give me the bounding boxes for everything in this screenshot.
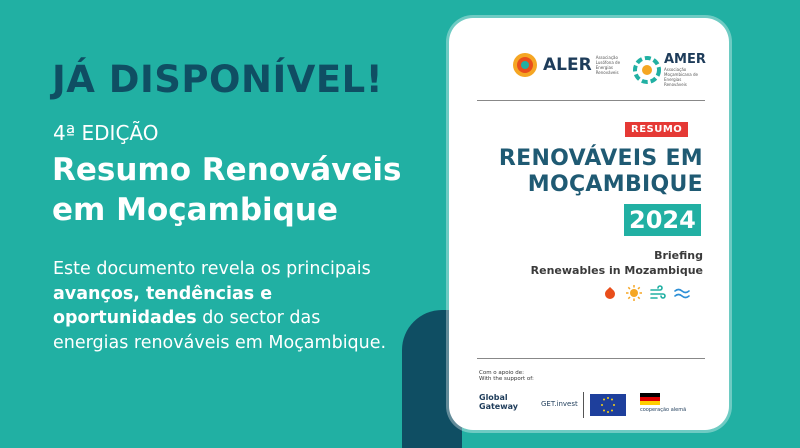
german-flag-icon (640, 393, 660, 405)
desc-highlight: avanços, tendências e oportunidades (53, 283, 273, 328)
sun-icon (626, 285, 642, 301)
logo-row (449, 52, 729, 92)
cover-subtitle (531, 248, 703, 278)
aler-logo (512, 52, 626, 78)
aler-logo-icon (512, 52, 538, 78)
water-icon (674, 285, 690, 301)
promo-title-line1: Resumo Renováveis (52, 152, 402, 188)
global-gateway-line1: Global (479, 393, 508, 402)
amer-logo-sub: Associação Moçambicana de Energias Renováveis (664, 67, 699, 87)
support-label-en: With the support of: (479, 376, 534, 382)
cover-title (499, 146, 703, 198)
amer-logo-icon (633, 56, 661, 84)
top-divider (477, 100, 705, 101)
amer-logo-name: AMER (664, 52, 706, 67)
promo-title-line2: em Moçambique (52, 192, 338, 228)
summary-badge: RESUMO (625, 122, 688, 137)
aler-logo-name: ALER (543, 55, 592, 75)
cover-title-line1: RENOVÁVEIS EM (498, 146, 703, 171)
headline: JÁ DISPONÍVEL! (52, 58, 384, 101)
support-label-pt: Com o apoio de: (479, 370, 525, 376)
wind-icon (650, 285, 666, 301)
getinvest-logo: GET.invest (541, 400, 578, 408)
global-gateway-logo (479, 393, 518, 411)
global-gateway-line2: Gateway (479, 402, 518, 411)
desc-text-2: do sector das energias renováveis em Moçambique. (53, 308, 387, 353)
german-cooperation-label: cooperação alemã (640, 407, 687, 413)
desc-text-1: Este documento revela os principais (53, 259, 371, 279)
promo-description (53, 257, 393, 355)
energy-icons (602, 285, 690, 301)
bottom-divider (477, 358, 705, 359)
promo-title (52, 150, 402, 230)
edition-label: 4ª EDIÇÃO (53, 121, 159, 145)
cover-subtitle-line2: Renewables in Mozambique (530, 264, 703, 277)
aler-logo-sub: Associação Lusófona de Energias Renováveis (595, 55, 621, 75)
german-cooperation-logo (640, 393, 686, 413)
report-cover[interactable] (449, 18, 729, 430)
support-label (479, 370, 534, 382)
amer-logo (633, 52, 706, 87)
cover-title-line2: MOÇAMBIQUE (527, 172, 703, 197)
year-badge: 2024 (624, 204, 701, 236)
cover-subtitle-line1: Briefing (654, 249, 703, 262)
flower-icon (602, 285, 618, 301)
eu-flag-icon (590, 394, 626, 416)
partner-separator (583, 392, 584, 418)
